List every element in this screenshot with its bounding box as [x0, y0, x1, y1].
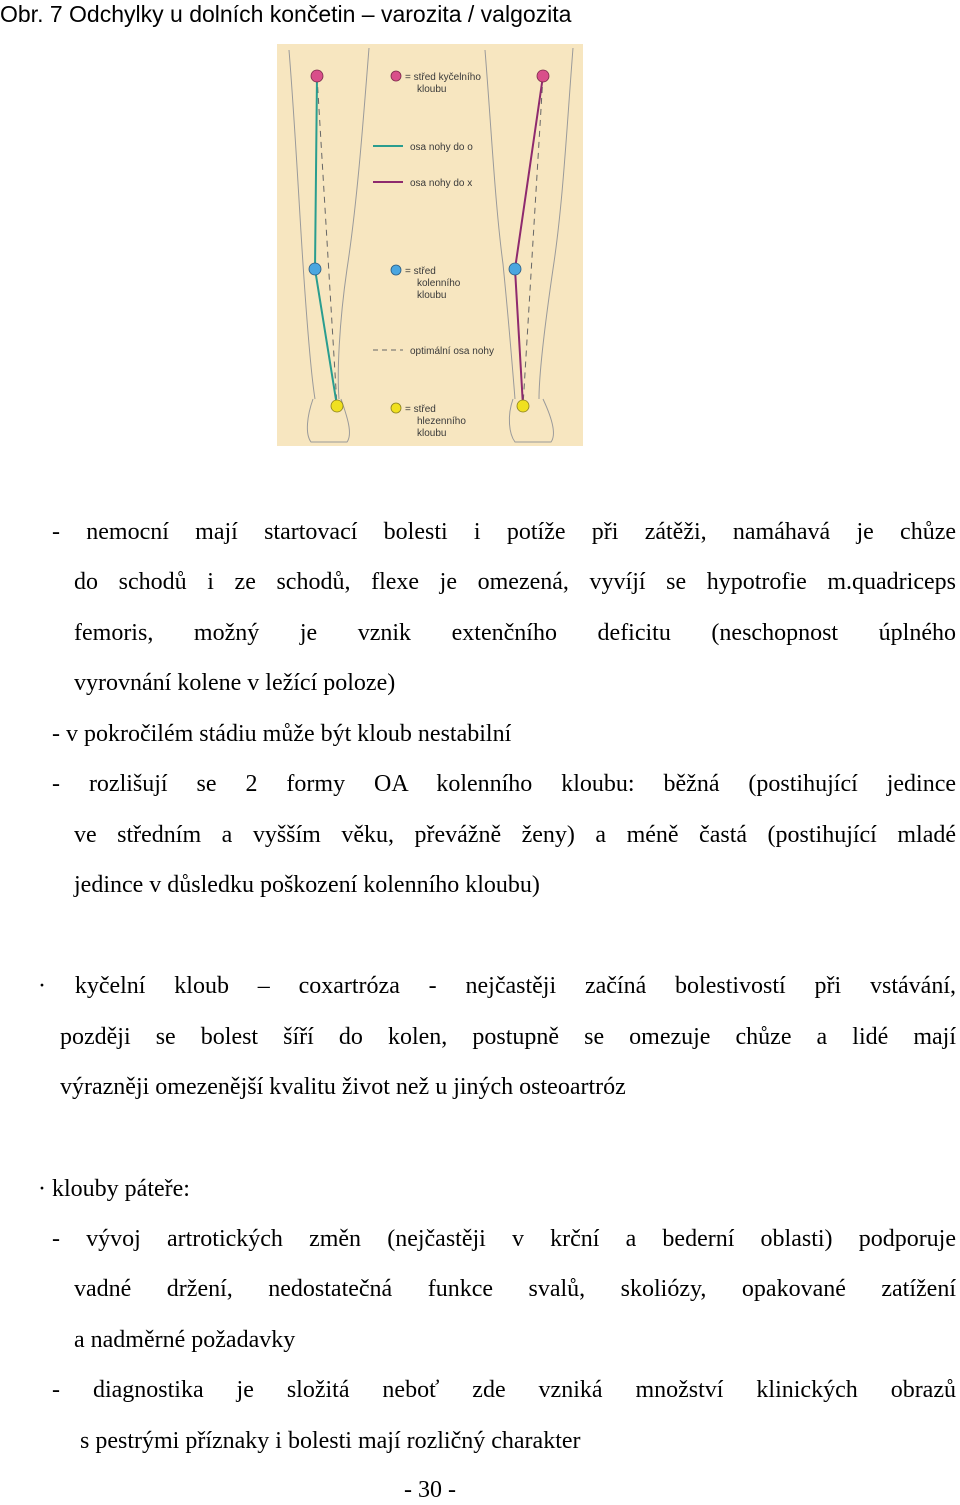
ankle-point-left — [331, 400, 343, 412]
legend-ankle-label-3: kloubu — [417, 428, 447, 439]
legend-knee-label-1: = střed — [405, 266, 436, 277]
text-line-10: později se bolest šíří do kolen, postupně se omezuje chůze a lidé mají — [60, 1024, 956, 1050]
text-line-13: - vývoj artrotických změn (nejčastěji v krční a bederní oblasti) podporuje — [52, 1226, 956, 1252]
legend-axis-o-label: osa nohy do o — [410, 142, 473, 153]
knee-point-right — [509, 263, 521, 275]
text-line-17: s pestrými příznaky i bolesti mají rozličný charakter — [80, 1428, 581, 1454]
leg-axis-drawing — [277, 44, 583, 446]
ankle-point-right — [517, 400, 529, 412]
legend-ankle-marker — [391, 403, 401, 413]
text-line-1: - nemocní mají startovací bolesti i potíže při zátěži, namáhavá je chůze — [52, 519, 956, 545]
leg-outlines — [289, 48, 573, 442]
legend-optimal-axis-label: optimální osa nohy — [410, 346, 494, 357]
legend-hip-label-2: kloubu — [417, 84, 447, 95]
text-line-4: vyrovnání kolene v ležící poloze) — [74, 670, 396, 696]
text-line-7: ve středním a vyšším věku, převážně ženy) a méně častá (postihující mladé — [74, 822, 956, 848]
text-line-8: jedince v důsledku poškození kolenního kloubu) — [74, 872, 540, 898]
page-number: - 30 - — [404, 1477, 456, 1503]
legend-knee-label-3: kloubu — [417, 290, 447, 301]
legend-hip-marker — [391, 71, 401, 81]
text-line-14: vadné držení, nedostatečná funkce svalů, skoliózy, opakované zatížení — [74, 1276, 956, 1302]
knee-point-left — [309, 263, 321, 275]
text-line-16: - diagnostika je složitá neboť zde vzniká množství klinických obrazů — [52, 1377, 956, 1403]
legend-knee-label-2: kolenního — [417, 278, 461, 289]
legend-axis-x-label: osa nohy do x — [410, 178, 473, 189]
text-line-11: výrazněji omezenější kvalitu život než u jiných osteoartróz — [60, 1074, 626, 1100]
text-line-5: - v pokročilém stádiu může být kloub nestabilní — [52, 721, 512, 747]
legend-ankle-label-2: hlezenního — [417, 416, 466, 427]
text-line-3: femoris, možný je vznik extenčního deficitu (neschopnost úplného — [74, 620, 956, 646]
text-line-9: · kyčelní kloub – coxartróza - nejčastěji začíná bolestivostí při vstávání, — [38, 973, 956, 999]
hip-point-left — [311, 70, 323, 82]
text-line-12: · klouby páteře: — [38, 1176, 190, 1202]
text-line-15: a nadměrné požadavky — [74, 1327, 296, 1353]
hip-point-right — [537, 70, 549, 82]
axis-x-line — [515, 76, 543, 406]
leg-axis-illustration — [277, 44, 583, 446]
legend-hip-label-1: = střed kyčelního — [405, 72, 481, 83]
text-line-6: - rozlišují se 2 formy OA kolenního kloubu: běžná (postihující jedince — [52, 771, 956, 797]
text-line-2: do schodů i ze schodů, flexe je omezená, vyvíjí se hypotrofie m.quadriceps — [74, 569, 956, 595]
legend-knee-marker — [391, 265, 401, 275]
figure-caption: Obr. 7 Odchylky u dolních končetin – varozita / valgozita — [0, 1, 572, 27]
legend-ankle-label-1: = střed — [405, 404, 436, 415]
